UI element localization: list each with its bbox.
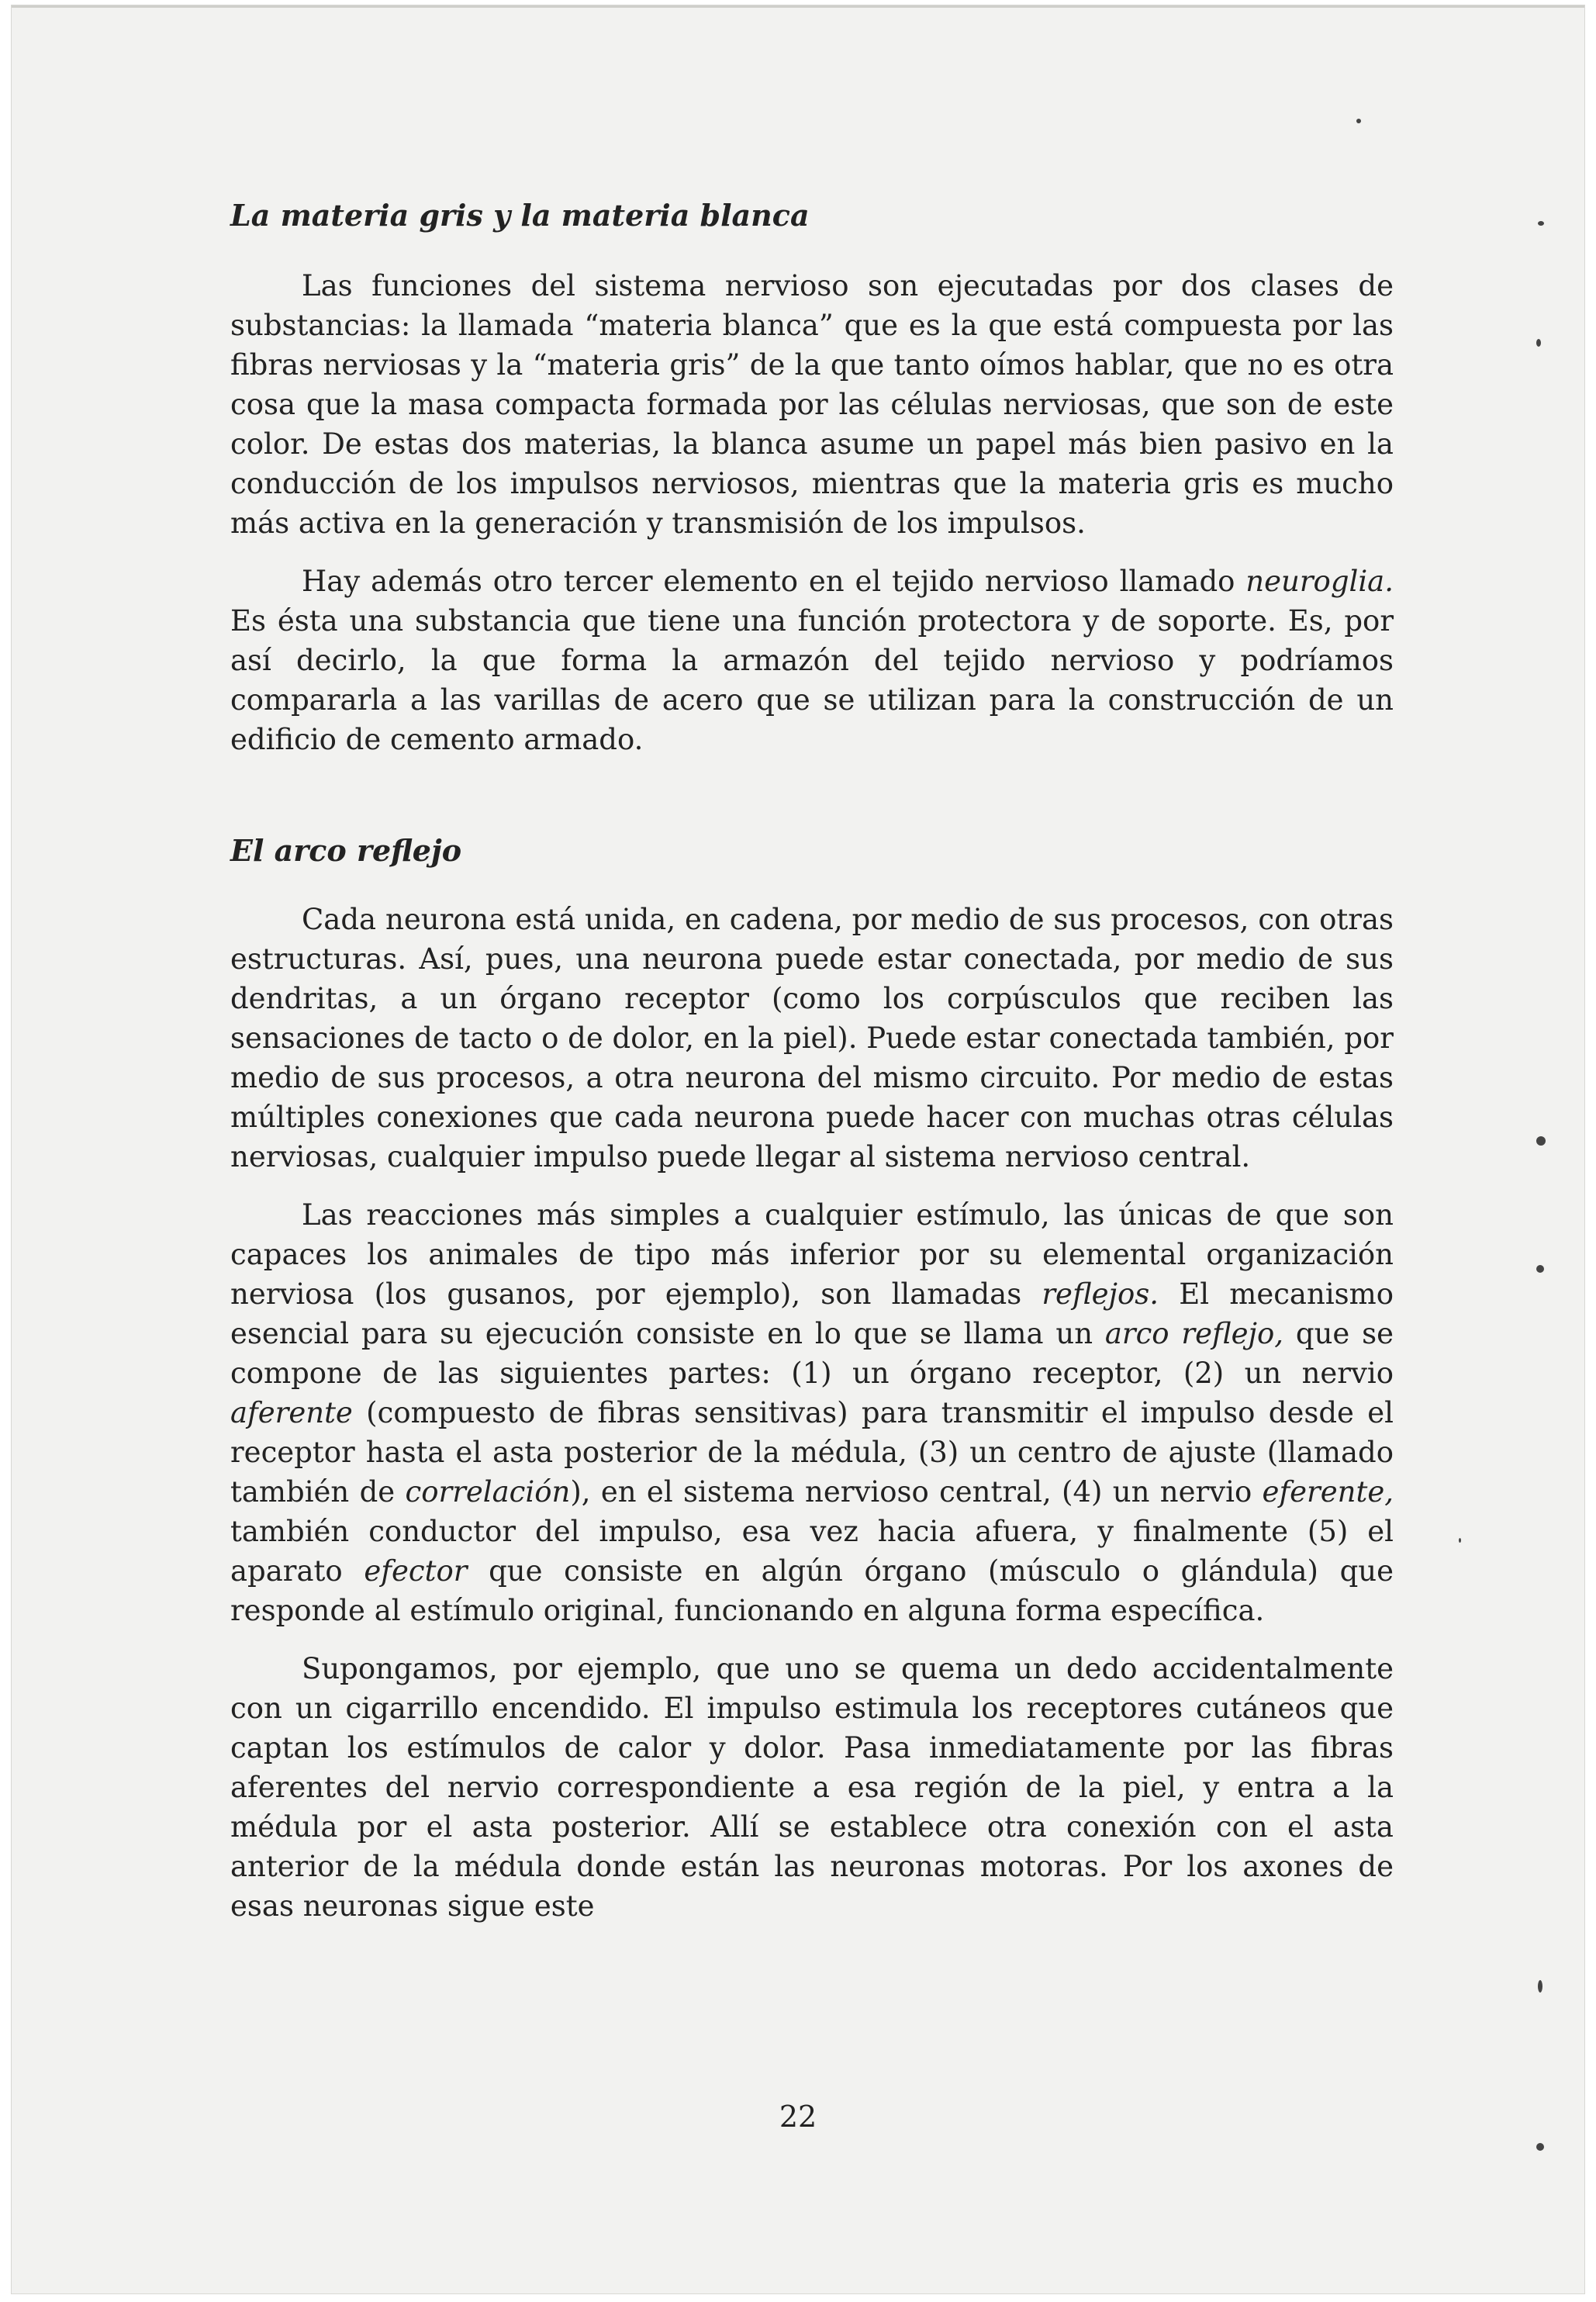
italic-term-aferente: aferente (230, 1396, 353, 1429)
scan-speck (1536, 1265, 1544, 1273)
italic-term-reflejos: reflejos. (1042, 1277, 1159, 1311)
italic-term-eferente: eferente, (1262, 1475, 1394, 1509)
page-top-edge (12, 5, 1584, 8)
italic-term-efector: efector (364, 1554, 468, 1588)
page-text-block (230, 195, 1394, 1944)
italic-term-neuroglia: neuroglia. (1245, 565, 1394, 598)
text-segment: Es ésta una substancia que tiene una función protectora y de soporte. Es, por así decirlo, la que forma la armazón del tejido nervioso y podríamos compararla a las varillas de acero que se utilizan para la construcción de un edificio de cemento armado. (230, 604, 1394, 756)
text-segment: Las funciones del sistema nervioso son ejecutadas por dos clases de substancias: la llamada “materia blanca” que es la que está compuesta por las fibras nerviosas y la “materia gris” de la que tanto oímos hablar, que no es otra cosa que la masa compacta formada por las células nerviosas, que son de este color. De estas dos materias, la blanca asume un papel más bien pasivo en la conducción de los impulsos nerviosos, mientras que la materia gris es mucho más activa en la generación y transmisión de los impulsos. (230, 269, 1394, 540)
paragraph-neuroglia (230, 562, 1394, 759)
italic-term-arco-reflejo: arco reflejo, (1104, 1317, 1284, 1350)
page-number: 22 (779, 2100, 817, 2134)
scan-speck (1536, 2143, 1544, 2151)
scan-speck (1356, 119, 1361, 123)
section-heading-materia: La materia gris y la materia blanca (230, 198, 810, 233)
text-segment: que se compone de las siguientes partes: (1) un órgano receptor, (2) un nervio (230, 1317, 1394, 1390)
text-segment: El mecanismo esencial para su ejecución consiste en lo que se llama un (230, 1277, 1394, 1350)
text-segment: también conductor del impulso, esa vez hacia afuera, y finalmente (5) el aparato (230, 1515, 1394, 1588)
scan-speck (1538, 1980, 1542, 1993)
text-segment: Las reacciones más simples a cualquier estímulo, las únicas de que son capaces los animales de tipo más inferior por su elemental organización nerviosa (los gusanos, por ejemplo), son llamadas (230, 1198, 1394, 1311)
text-segment: Supongamos, por ejemplo, que uno se quema un dedo accidentalmente con un cigarrillo encendido. El impulso estimula los receptores cutáneos que captan los estímulos de calor y dolor. Pasa inmediatamente por las fibras aferentes del nervio correspondiente a esa región de la piel, y entra a la médula por el asta posterior. Allí se establece otra conexión con el asta anterior de la médula donde están las neuronas motoras. Por los axones de esas neuronas sigue este (230, 1652, 1394, 1923)
paragraph-materia-blanca-gris (230, 266, 1394, 543)
text-segment: ), en el sistema nervioso central, (4) un nervio (570, 1475, 1263, 1509)
italic-term-correlacion: correlación (405, 1475, 571, 1509)
scan-speck (1538, 221, 1544, 226)
scan-speck (1536, 339, 1541, 347)
text-segment: que consiste en algún órgano (músculo o glándula) que responde al estímulo original, funcionando en alguna forma específica. (230, 1554, 1394, 1627)
text-segment: (compuesto de fibras sensitivas) para transmitir el impulso desde el receptor hasta el asta posterior de la médula, (3) un centro de ajuste (llamado también de (230, 1396, 1394, 1509)
scan-speck (1536, 1136, 1546, 1146)
text-segment: Cada neurona está unida, en cadena, por medio de sus procesos, con otras estructuras. Así, pues, una neurona puede estar conectada, por medio de sus dendritas, a un órgano receptor (como los corpúsculos que reciben las sensaciones de tacto o de dolor, en la piel). Puede estar conectada también, por medio de sus procesos, a otra neurona del mismo circuito. Por medio de estas múltiples conexiones que cada neurona puede hacer con muchas otras células nerviosas, cualquier impulso puede llegar al sistema nervioso central. (230, 903, 1394, 1173)
paragraph-neurona-cadena (230, 900, 1394, 1177)
scan-speck (1459, 1538, 1461, 1543)
section-heading-arco-reflejo: El arco reflejo (230, 833, 462, 868)
paragraph-ejemplo-quemadura (230, 1649, 1394, 1926)
text-segment: Hay además otro tercer elemento en el tejido nervioso llamado (302, 565, 1246, 598)
document-page (11, 5, 1585, 2294)
paragraph-reacciones-simples (230, 1195, 1394, 1630)
